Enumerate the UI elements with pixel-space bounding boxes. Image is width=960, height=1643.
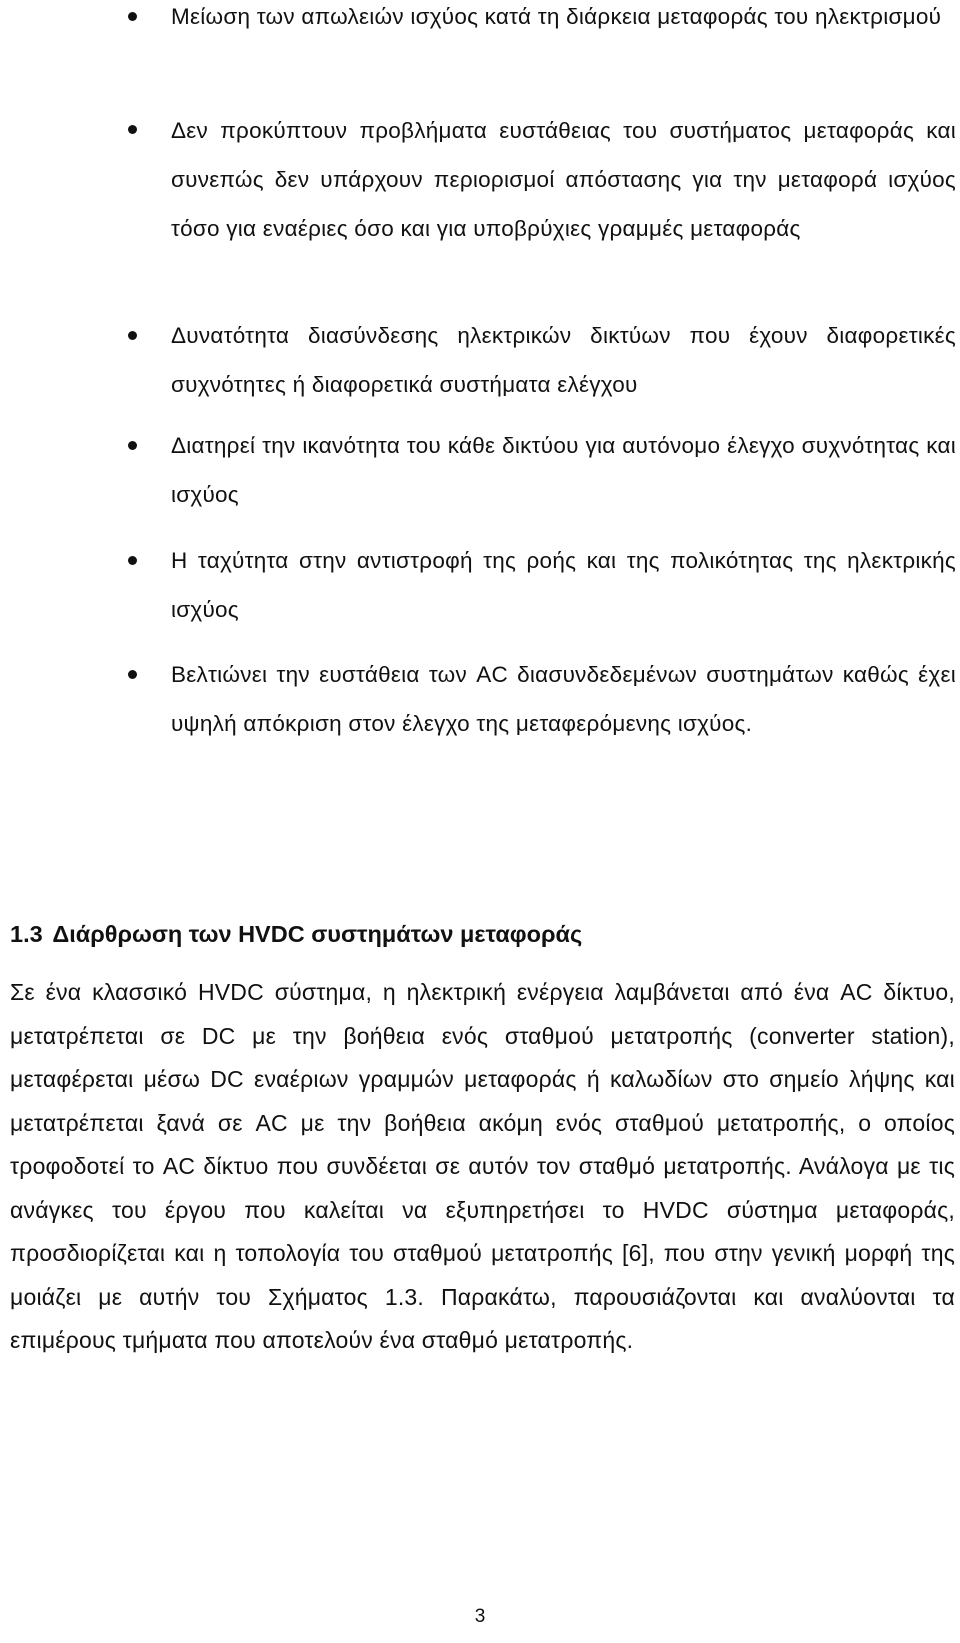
page-number: 3 (474, 1606, 486, 1627)
bullet-text: Δεν προκύπτουν προβλήματα ευστάθειας του συστήματος μεταφοράς και συνεπώς δεν υπάρχουν περιορισμοί απόστασης για την μεταφορά ισχύος τόσο για εναέριες όσο και για υποβρύχιες γραμμές μεταφοράς (171, 118, 956, 241)
body-paragraph: Σε ένα κλασσικό HVDC σύστημα, η ηλεκτρική ενέργεια λαμβάνεται από ένα AC δίκτυο, μετατρέπεται σε DC με την βοήθεια ενός σταθμού μετατροπής (converter station), μεταφέρεται μέσω DC εναέριων γραμμών μεταφοράς ή καλωδίων στο σημείο λήψης και μετατρέπεται ξανά σε AC με την βοήθεια ακόμη ενός σταθμού μετατροπής, ο οποίος τροφοδοτεί το AC δίκτυο που συνδέεται σε αυτόν τον σταθμό μετατροπής. Ανάλογα με τις ανάγκες του έργου που καλείται να εξυπηρετήσει το HVDC σύστημα μεταφοράς, προσδιορίζεται και η τοπολογία του σταθμού μετατροπής [6], που στην γενική μορφή της μοιάζει με αυτήν του Σχήματος 1.3. Παρακάτω, παρουσιάζονται και αναλύονται τα επιμέρους τμήματα που αποτελούν ένα σταθμό μετατροπής. (10, 979, 955, 1353)
bullet-text: Η ταχύτητα στην αντιστροφή της ροής και της πολικότητας της ηλεκτρικής ισχύος (171, 548, 956, 622)
bullet-dot-icon (128, 670, 137, 679)
section-number: 1.3 (10, 921, 43, 947)
bullet-dot-icon (128, 441, 137, 450)
bullet-text: Δυνατότητα διασύνδεσης ηλεκτρικών δικτύων που έχουν διαφορετικές συχνότητες ή διαφορετικά συστήματα ελέγχου (171, 323, 956, 397)
section-heading (10, 918, 582, 950)
bullet-dot-icon (128, 556, 137, 565)
bullet-text: Βελτιώνει την ευστάθεια των AC διασυνδεδεμένων συστημάτων καθώς έχει υψηλή απόκριση στον έλεγχο της μεταφερόμενης ισχύος. (171, 662, 956, 736)
bullet-dot-icon (128, 331, 137, 340)
bullet-text: Διατηρεί την ικανότητα του κάθε δικτύου για αυτόνομο έλεγχο συχνότητας και ισχύος (171, 433, 956, 507)
section-title: Διάρθρωση των HVDC συστημάτων μεταφοράς (52, 921, 583, 947)
bullet-dot-icon (128, 125, 137, 134)
bullet-dot-icon (128, 12, 137, 21)
bullet-text: Μείωση των απωλειών ισχύος κατά τη διάρκεια μεταφοράς του ηλεκτρισμού (171, 4, 942, 29)
